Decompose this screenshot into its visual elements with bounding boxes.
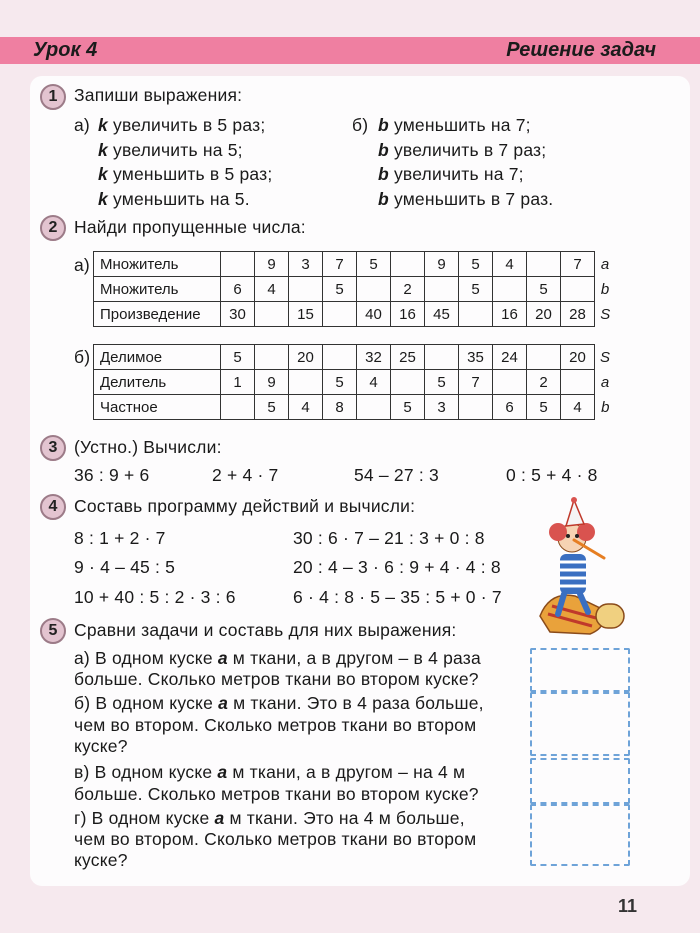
- row-variable: a: [600, 255, 610, 273]
- table-cell: 4: [357, 370, 391, 395]
- problem-a-line: а) В одном куске a м ткани, а в другом – в 4 раза: [74, 648, 481, 668]
- table-cell: 9: [425, 252, 459, 277]
- table-cell: 16: [391, 302, 425, 327]
- table-cell: 4: [561, 395, 595, 420]
- table-cell: 20: [289, 345, 323, 370]
- table-multiplication: [93, 251, 616, 327]
- problem-v-line: в) В одном куске a м ткани, а в другом – на 4 м: [74, 762, 466, 782]
- task1-a-item: k уменьшить на 5.: [98, 189, 250, 209]
- task1-b-item: b увеличить на 7;: [378, 164, 524, 184]
- table-row: [94, 252, 616, 277]
- problem-b-line: чем во втором. Сколько метров ткани во втором: [74, 715, 477, 735]
- table-cell[interactable]: [459, 395, 493, 420]
- table-cell: 3: [289, 252, 323, 277]
- table-cell: 4: [289, 395, 323, 420]
- table-cell[interactable]: [357, 395, 391, 420]
- table-cell[interactable]: [459, 302, 493, 327]
- table-cell: 5: [323, 370, 357, 395]
- task4-expression: 30 : 6 · 7 – 21 : 3 + 0 : 8: [293, 528, 485, 548]
- task4-expression: 20 : 4 – 3 · 6 : 9 + 4 · 4 : 8: [293, 557, 501, 577]
- problem-g-line: куске?: [74, 850, 128, 870]
- task1-b-item: b увеличить в 7 раз;: [378, 140, 547, 160]
- task-number-3: 3: [40, 435, 66, 461]
- table-cell: 2: [527, 370, 561, 395]
- table-cell: 25: [391, 345, 425, 370]
- table-cell: 3: [425, 395, 459, 420]
- answer-box-b[interactable]: [530, 692, 630, 756]
- row-variable: a: [600, 373, 610, 391]
- row-label: Частное: [94, 395, 221, 420]
- table-cell: 5: [391, 395, 425, 420]
- table-cell: 28: [561, 302, 595, 327]
- task-number-1: 1: [40, 84, 66, 110]
- table-cell[interactable]: [493, 370, 527, 395]
- page-header: [0, 37, 700, 64]
- lesson-label: Урок 4: [33, 39, 98, 61]
- table-cell: 15: [289, 302, 323, 327]
- clown-illustration: [530, 496, 630, 636]
- task1-b-item: b уменьшить в 7 раз.: [378, 189, 554, 209]
- table-cell: 5: [323, 277, 357, 302]
- table-b-label: б): [74, 347, 91, 367]
- task-number-2: 2: [40, 215, 66, 241]
- table-cell[interactable]: [527, 345, 561, 370]
- table-cell[interactable]: [255, 302, 289, 327]
- task3-expression: 36 : 9 + 6: [74, 465, 150, 485]
- table-cell: 5: [425, 370, 459, 395]
- table-cell: 5: [459, 277, 493, 302]
- row-label: Произведение: [94, 302, 221, 327]
- table-cell: 6: [221, 277, 255, 302]
- table-cell[interactable]: [323, 345, 357, 370]
- table-cell[interactable]: [221, 395, 255, 420]
- table-cell: 6: [493, 395, 527, 420]
- table-cell: 16: [493, 302, 527, 327]
- table-cell: 9: [255, 370, 289, 395]
- table-cell[interactable]: [425, 277, 459, 302]
- task-number-4: 4: [40, 494, 66, 520]
- task1-b-label: б): [352, 115, 369, 135]
- table-cell[interactable]: [357, 277, 391, 302]
- task3-expression: 2 + 4 · 7: [212, 465, 279, 485]
- task1-a-item: k уменьшить в 5 раз;: [98, 164, 273, 184]
- table-cell[interactable]: [255, 345, 289, 370]
- task1-a-item: k увеличить на 5;: [98, 140, 243, 160]
- table-cell[interactable]: [221, 252, 255, 277]
- table-cell: 5: [527, 277, 561, 302]
- page-number: 11: [618, 896, 638, 916]
- table-cell[interactable]: [561, 370, 595, 395]
- task4-expression: 6 · 4 : 8 · 5 – 35 : 5 + 0 · 7: [293, 587, 502, 607]
- task4-title: Составь программу действий и вычисли:: [74, 496, 416, 516]
- table-division: [93, 344, 616, 420]
- problem-g-line: г) В одном куске a м ткани. Это на 4 м больше,: [74, 808, 465, 828]
- task3-expression: 0 : 5 + 4 · 8: [506, 465, 598, 485]
- row-label: Делитель: [94, 370, 221, 395]
- task4-expression: 8 : 1 + 2 · 7: [74, 528, 166, 548]
- table-cell: 5: [357, 252, 391, 277]
- table-cell: 2: [391, 277, 425, 302]
- table-cell[interactable]: [493, 277, 527, 302]
- task1-b-item: b уменьшить на 7;: [378, 115, 531, 135]
- table-cell: 20: [527, 302, 561, 327]
- row-variable: S: [599, 348, 610, 366]
- task5-title: Сравни задачи и составь для них выражения:: [74, 620, 457, 640]
- table-cell[interactable]: [561, 277, 595, 302]
- table-row: [94, 277, 616, 302]
- row-label: Делимое: [94, 345, 221, 370]
- table-cell[interactable]: [425, 345, 459, 370]
- table-cell: 7: [561, 252, 595, 277]
- table-cell: 5: [221, 345, 255, 370]
- table-row: [94, 370, 616, 395]
- row-variable: b: [600, 280, 610, 298]
- table-cell: 32: [357, 345, 391, 370]
- row-label: Множитель: [94, 252, 221, 277]
- row-label: Множитель: [94, 277, 221, 302]
- problem-v-line: больше. Сколько метров ткани во втором куске?: [74, 784, 479, 804]
- table-row: [94, 302, 616, 327]
- table-cell[interactable]: [289, 277, 323, 302]
- table-cell[interactable]: [289, 370, 323, 395]
- table-cell: 24: [493, 345, 527, 370]
- table-cell: 4: [255, 277, 289, 302]
- table-cell: 5: [527, 395, 561, 420]
- answer-box-a[interactable]: [530, 648, 630, 692]
- table-cell: 45: [425, 302, 459, 327]
- task3-title: (Устно.) Вычисли:: [74, 437, 222, 457]
- table-cell: 4: [493, 252, 527, 277]
- problem-b-line: б) В одном куске a м ткани. Это в 4 раза больше,: [74, 693, 484, 713]
- task1-a-item: k увеличить в 5 раз;: [98, 115, 266, 135]
- table-cell: 7: [459, 370, 493, 395]
- table-cell: 5: [255, 395, 289, 420]
- task2-title: Найди пропущенные числа:: [74, 217, 306, 237]
- topic-label: Решение задач: [506, 39, 656, 61]
- table-cell: 1: [221, 370, 255, 395]
- answer-box-g[interactable]: [530, 804, 630, 866]
- table-cell: 20: [561, 345, 595, 370]
- table-cell[interactable]: [527, 252, 561, 277]
- table-cell[interactable]: [323, 302, 357, 327]
- table-cell[interactable]: [391, 370, 425, 395]
- task1-a-label: а): [74, 115, 90, 135]
- task4-expression: 10 + 40 : 5 : 2 · 3 : 6: [74, 587, 236, 607]
- task3-expression: 54 – 27 : 3: [354, 465, 439, 485]
- table-cell: 7: [323, 252, 357, 277]
- row-variable: b: [601, 398, 610, 416]
- problem-a-line: больше. Сколько метров ткани во втором куске?: [74, 669, 479, 689]
- table-cell: 40: [357, 302, 391, 327]
- table-cell[interactable]: [391, 252, 425, 277]
- problem-g-line: чем во втором. Сколько метров ткани во втором: [74, 829, 477, 849]
- table-cell: 9: [255, 252, 289, 277]
- answer-box-v[interactable]: [530, 758, 630, 804]
- table-cell: 8: [323, 395, 357, 420]
- row-variable: S: [600, 305, 611, 323]
- task-number-5: 5: [40, 618, 66, 644]
- table-row: [94, 345, 616, 370]
- table-cell: 5: [459, 252, 493, 277]
- table-cell: 35: [459, 345, 493, 370]
- table-row: [94, 395, 616, 420]
- task1-title: Запиши выражения:: [74, 85, 243, 105]
- table-a-label: а): [74, 255, 90, 275]
- problem-b-line: куске?: [74, 736, 128, 756]
- table-cell: 30: [221, 302, 255, 327]
- task4-expression: 9 · 4 – 45 : 5: [74, 557, 176, 577]
